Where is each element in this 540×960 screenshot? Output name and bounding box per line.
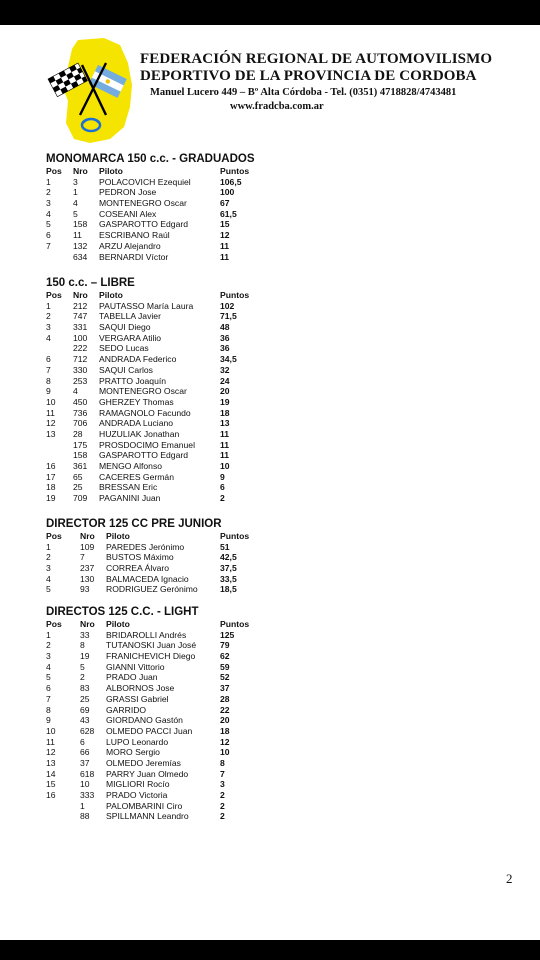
section-directos-light <box>46 605 250 822</box>
table-row <box>46 396 230 408</box>
cell-nro: 2 <box>80 672 85 683</box>
cell-nro: 618 <box>80 768 95 779</box>
cell-pos: 2 <box>46 552 51 563</box>
cell-puntos: 67 <box>220 198 230 209</box>
federation-name: FEDERACIÓN REGIONAL DE AUTOMOVILISMO <box>140 51 493 67</box>
table-row <box>46 198 255 209</box>
cell-nro: 333 <box>80 790 95 800</box>
cell-pos: 10 <box>46 725 56 736</box>
cell-pos: 3 <box>46 198 51 209</box>
cell-piloto: PALOMBARINI Ciro <box>106 800 183 811</box>
table-row <box>46 629 235 641</box>
table-row <box>46 747 230 758</box>
table-row <box>46 651 230 662</box>
document-page <box>0 25 540 940</box>
cell-piloto: BUSTOS Máximo <box>106 552 174 563</box>
cell-nro: 253 <box>73 375 88 386</box>
table-row <box>46 683 230 694</box>
cell-pos: 17 <box>46 471 56 482</box>
cell-puntos: 51 <box>220 541 230 552</box>
col-header-nro: Nro <box>80 531 95 541</box>
table-row <box>46 800 225 812</box>
table-row <box>46 790 225 801</box>
cell-nro: 88 <box>80 811 90 822</box>
cell-piloto: VERGARA Atilio <box>99 332 162 343</box>
cell-pos: 7 <box>46 364 51 375</box>
col-header-puntos: Puntos <box>220 166 250 176</box>
cell-piloto: CACERES Germán <box>99 471 174 482</box>
cell-nro: 4 <box>73 198 78 209</box>
table-row <box>46 209 255 220</box>
cell-puntos: 11 <box>220 251 230 262</box>
cell-pos: 13 <box>46 757 56 768</box>
cell-puntos: 102 <box>220 300 235 311</box>
table-header-row <box>46 531 250 542</box>
cell-nro: 331 <box>73 322 88 333</box>
cell-pos: 11 <box>46 407 55 418</box>
cell-puntos: 13 <box>220 418 230 429</box>
cell-pos: 12 <box>46 747 56 758</box>
col-header-piloto: Piloto <box>106 531 130 541</box>
cell-nro: 736 <box>73 407 88 418</box>
cell-puntos: 20 <box>220 386 230 397</box>
cell-pos: 6 <box>46 683 51 694</box>
cell-pos: 16 <box>46 461 56 471</box>
col-header-pos: Pos <box>46 166 62 176</box>
table-row <box>46 418 230 429</box>
cell-puntos: 20 <box>220 715 230 726</box>
col-header-puntos: Puntos <box>220 290 250 300</box>
col-header-pos: Pos <box>46 531 62 541</box>
section-150-libre <box>46 276 250 504</box>
cell-piloto: OLMEDO PACCI Juan <box>106 725 193 736</box>
section-monomarca-graduados <box>46 152 255 262</box>
cell-piloto: GIANNI Vittorio <box>106 661 165 672</box>
cell-piloto: MIGLIORI Rocío <box>106 779 170 790</box>
cell-puntos: 2 <box>220 800 225 811</box>
cell-pos: 9 <box>46 715 51 726</box>
cell-nro: 158 <box>73 450 88 461</box>
cell-puntos: 33,5 <box>220 573 237 584</box>
cell-piloto: PARRY Juan Olmedo <box>106 768 189 779</box>
page-number: 2 <box>506 871 513 886</box>
section-title: 150 c.c. – LIBRE <box>46 277 135 289</box>
table-row <box>46 757 225 769</box>
table-row <box>46 450 230 461</box>
table-row <box>46 482 225 493</box>
cell-pos: 4 <box>46 332 51 343</box>
cell-piloto: PEDRON Jose <box>99 187 157 198</box>
cell-piloto: LUPO Leonardo <box>106 736 169 747</box>
cell-puntos: 34,5 <box>220 354 237 365</box>
cell-nro: 5 <box>73 208 78 219</box>
col-header-nro: Nro <box>73 166 88 176</box>
table-row <box>46 736 230 748</box>
cell-piloto: ANDRADA Luciano <box>99 418 174 429</box>
cell-piloto: MONTENEGRO Oscar <box>99 198 187 209</box>
cell-puntos: 10 <box>220 747 230 758</box>
federation-subtitle: DEPORTIVO DE LA PROVINCIA DE CORDOBA <box>140 68 477 84</box>
cell-nro: 109 <box>80 541 95 552</box>
table-row <box>46 640 230 651</box>
standings-table <box>46 619 250 822</box>
cell-piloto: SAQUI Carlos <box>99 364 153 375</box>
cell-nro: 212 <box>73 300 88 311</box>
cell-puntos: 18 <box>220 725 230 736</box>
cell-piloto: GIORDANO Gastón <box>106 715 183 726</box>
cell-pos: 7 <box>46 693 51 704</box>
table-row <box>46 322 230 333</box>
cell-puntos: 48 <box>220 322 230 333</box>
table-row <box>46 252 255 263</box>
cell-puntos: 28 <box>220 693 230 704</box>
cell-piloto: TABELLA Javier <box>99 311 161 322</box>
cell-pos: 2 <box>46 311 51 322</box>
table-row <box>46 704 230 716</box>
cell-puntos: 79 <box>220 640 230 651</box>
cell-nro: 8 <box>80 640 85 651</box>
table-row <box>46 584 237 595</box>
cell-nro: 66 <box>80 747 90 758</box>
table-row <box>46 672 230 683</box>
cell-puntos: 9 <box>220 471 225 482</box>
cell-piloto: COSEANI Alex <box>99 208 157 219</box>
cell-nro: 132 <box>73 240 88 251</box>
cell-pos: 1 <box>46 300 51 311</box>
cell-puntos: 71,5 <box>220 311 237 322</box>
table-row <box>46 386 230 397</box>
table-header-row <box>46 619 250 630</box>
cell-piloto: RAMAGNOLO Facundo <box>99 407 191 418</box>
cell-pos: 1 <box>46 629 51 640</box>
cell-puntos: 6 <box>220 482 225 493</box>
cell-pos: 7 <box>46 240 51 251</box>
cell-piloto: SEDO Lucas <box>99 343 149 354</box>
cell-piloto: SPILLMANN Leandro <box>106 811 189 822</box>
cell-piloto: PAREDES Jerónimo <box>106 541 185 552</box>
cell-puntos: 18 <box>220 407 230 418</box>
cell-nro: 634 <box>73 251 88 262</box>
table-row <box>46 552 237 563</box>
table-row <box>46 311 237 322</box>
cell-nro: 28 <box>73 428 83 439</box>
table-row <box>46 779 225 790</box>
cell-puntos: 42,5 <box>220 552 237 563</box>
cell-piloto: GARRIDO <box>106 704 147 715</box>
cell-nro: 706 <box>73 418 88 429</box>
cell-puntos: 37 <box>220 683 230 694</box>
cell-piloto: PRADO Juan <box>106 672 158 683</box>
cell-pos: 6 <box>46 354 51 365</box>
cell-nro: 7 <box>80 552 85 563</box>
cell-nro: 37 <box>80 757 90 768</box>
cell-puntos: 24 <box>220 375 230 386</box>
col-header-piloto: Piloto <box>106 619 130 629</box>
cell-piloto: PAUTASSO María Laura <box>99 300 194 311</box>
cell-puntos: 59 <box>220 661 230 672</box>
table-header-row <box>46 166 255 177</box>
table-header-row <box>46 290 250 301</box>
cell-piloto: ANDRADA Federico <box>99 354 177 365</box>
cell-nro: 93 <box>80 584 90 595</box>
cell-pos: 12 <box>46 418 56 429</box>
cell-piloto: ALBORNOS Jose <box>106 683 175 694</box>
cell-nro: 33 <box>80 629 90 640</box>
cell-nro: 709 <box>73 493 88 504</box>
federation-website[interactable]: www.fradcba.com.ar <box>230 101 324 112</box>
top-black-bar <box>0 0 540 25</box>
cell-nro: 6 <box>80 736 85 747</box>
cell-puntos: 15 <box>220 219 230 230</box>
cell-pos: 6 <box>46 230 51 241</box>
cell-pos: 5 <box>46 584 51 595</box>
cell-puntos: 19 <box>220 396 230 407</box>
cell-nro: 175 <box>73 439 88 450</box>
cell-puntos: 32 <box>220 364 230 375</box>
table-row <box>46 471 225 483</box>
cell-puntos: 11 <box>220 439 230 450</box>
cell-pos: 11 <box>46 736 55 747</box>
cell-nro: 4 <box>73 386 78 397</box>
table-row <box>46 573 237 585</box>
col-header-piloto: Piloto <box>99 290 123 300</box>
table-row <box>46 219 255 230</box>
section-title: DIRECTOR 125 CC PRE JUNIOR <box>46 518 222 530</box>
table-row <box>46 332 230 344</box>
cell-puntos: 10 <box>220 461 230 471</box>
col-header-pos: Pos <box>46 619 62 629</box>
table-row <box>46 493 225 504</box>
cell-pos: 14 <box>46 768 56 779</box>
table-row <box>46 354 237 365</box>
table-row <box>46 661 230 673</box>
cell-puntos: 8 <box>220 757 225 768</box>
cell-puntos: 11 <box>220 450 230 461</box>
cell-piloto: PRATTO Joaquín <box>99 375 167 386</box>
cell-nro: 1 <box>80 800 85 811</box>
table-row <box>46 343 230 354</box>
cell-puntos: 2 <box>220 811 225 822</box>
cell-piloto: MORO Sergio <box>106 747 160 758</box>
cell-piloto: PRADO Victoria <box>106 790 168 800</box>
cell-puntos: 100 <box>220 187 235 198</box>
bottom-black-bar <box>0 940 540 960</box>
col-header-nro: Nro <box>73 290 88 300</box>
cell-nro: 100 <box>73 332 88 343</box>
cell-pos: 4 <box>46 208 51 219</box>
table-row <box>46 768 225 780</box>
cell-nro: 43 <box>80 715 90 726</box>
cell-nro: 747 <box>73 311 88 322</box>
cell-pos: 13 <box>46 428 56 439</box>
cell-piloto: BALMACEDA Ignacio <box>106 573 189 584</box>
cell-puntos: 3 <box>220 779 225 790</box>
cell-pos: 1 <box>46 541 51 552</box>
cell-pos: 5 <box>46 219 51 230</box>
cell-pos: 3 <box>46 563 51 574</box>
cell-piloto: GHERZEY Thomas <box>99 396 174 407</box>
cell-puntos: 12 <box>220 230 230 241</box>
table-row <box>46 811 225 822</box>
cell-piloto: OLMEDO Jeremías <box>106 757 181 768</box>
cell-pos: 9 <box>46 386 51 397</box>
cell-nro: 25 <box>73 482 83 493</box>
cell-piloto: TUTANOSKI Juan José <box>106 640 197 651</box>
cell-nro: 158 <box>73 219 88 230</box>
cell-puntos: 12 <box>220 736 230 747</box>
cell-piloto: GRASSI Gabriel <box>106 693 169 704</box>
cell-pos: 4 <box>46 573 51 584</box>
table-row <box>46 300 235 312</box>
federation-address: Manuel Lucero 449 – Bº Alta Córdoba - Tel. (0351) 4718828/4743481 <box>150 87 457 98</box>
table-row <box>46 230 255 241</box>
cell-pos: 5 <box>46 672 51 683</box>
cell-piloto: ARZU Alejandro <box>99 240 161 251</box>
cell-piloto: RODRIGUEZ Gerónimo <box>106 584 198 595</box>
cell-piloto: CORREA Álvaro <box>106 563 170 574</box>
table-row <box>46 364 230 376</box>
cell-puntos: 61,5 <box>220 208 237 219</box>
table-row <box>46 715 230 726</box>
standings-table <box>46 166 255 262</box>
cell-pos: 19 <box>46 493 56 504</box>
cell-piloto: BRESSAN Eric <box>99 482 158 493</box>
cell-puntos: 2 <box>220 790 225 800</box>
cell-nro: 712 <box>73 354 88 365</box>
cell-pos: 1 <box>46 176 51 187</box>
cell-pos: 16 <box>46 790 56 800</box>
cell-nro: 628 <box>80 725 95 736</box>
cell-nro: 237 <box>80 563 95 574</box>
cell-pos: 2 <box>46 187 51 198</box>
cell-nro: 69 <box>80 704 90 715</box>
cell-pos: 10 <box>46 396 56 407</box>
table-row <box>46 241 255 252</box>
cell-piloto: SAQUI Diego <box>99 322 151 333</box>
col-header-pos: Pos <box>46 290 62 300</box>
cell-nro: 83 <box>80 683 90 694</box>
cell-pos: 3 <box>46 651 51 662</box>
table-row <box>46 541 230 553</box>
cell-piloto: ESCRIBANO Raúl <box>99 230 170 241</box>
cell-nro: 11 <box>73 230 82 241</box>
cell-pos: 18 <box>46 482 56 493</box>
cell-puntos: 18,5 <box>220 584 237 595</box>
cell-nro: 450 <box>73 396 88 407</box>
table-row <box>46 693 230 705</box>
cell-pos: 8 <box>46 704 51 715</box>
cell-puntos: 52 <box>220 672 230 683</box>
cell-nro: 5 <box>80 661 85 672</box>
cell-puntos: 11 <box>220 428 230 439</box>
cell-nro: 3 <box>73 176 78 187</box>
cell-puntos: 36 <box>220 343 230 354</box>
cell-pos: 15 <box>46 779 56 790</box>
col-header-nro: Nro <box>80 619 95 629</box>
section-title: MONOMARCA 150 c.c. - GRADUADOS <box>46 153 255 165</box>
cell-piloto: PAGANINI Juan <box>99 493 161 504</box>
cell-nro: 222 <box>73 343 88 354</box>
table-row <box>46 725 230 737</box>
cell-nro: 361 <box>73 461 88 471</box>
col-header-puntos: Puntos <box>220 619 250 629</box>
cell-nro: 130 <box>80 573 95 584</box>
cell-puntos: 36 <box>220 332 230 343</box>
cell-puntos: 37,5 <box>220 563 237 574</box>
cell-pos: 3 <box>46 322 51 333</box>
table-row <box>46 177 255 188</box>
cell-piloto: PROSDOCIMO Emanuel <box>99 439 195 450</box>
cell-nro: 25 <box>80 693 90 704</box>
cell-nro: 330 <box>73 364 88 375</box>
cell-puntos: 7 <box>220 768 225 779</box>
col-header-puntos: Puntos <box>220 531 250 541</box>
cell-piloto: FRANICHEVICH Diego <box>106 651 196 662</box>
cell-piloto: MENGO Alfonso <box>99 461 163 471</box>
cell-puntos: 125 <box>220 629 235 640</box>
cell-nro: 65 <box>73 471 83 482</box>
col-header-piloto: Piloto <box>99 166 123 176</box>
cell-nro: 1 <box>73 187 78 198</box>
cell-piloto: BRIDAROLLI Andrés <box>106 629 187 640</box>
cell-puntos: 22 <box>220 704 230 715</box>
cell-piloto: GASPAROTTO Edgard <box>99 219 188 230</box>
section-director-pre-junior <box>46 517 250 595</box>
federation-logo <box>46 35 136 147</box>
table-row <box>46 428 230 440</box>
table-row <box>46 187 255 198</box>
table-row <box>46 461 230 472</box>
cell-puntos: 2 <box>220 493 225 504</box>
cell-piloto: GASPAROTTO Edgard <box>99 450 188 461</box>
cell-piloto: POLACOVICH Ezequiel <box>99 176 191 187</box>
cell-pos: 2 <box>46 640 51 651</box>
cell-puntos: 106,5 <box>220 176 242 187</box>
standings-table <box>46 531 250 595</box>
cell-puntos: 62 <box>220 651 230 662</box>
table-row <box>46 407 230 419</box>
cell-pos: 8 <box>46 375 51 386</box>
cell-nro: 10 <box>80 779 90 790</box>
table-row <box>46 375 230 387</box>
cell-nro: 19 <box>80 651 90 662</box>
letterhead <box>140 51 492 114</box>
cell-piloto: BERNARDI Víctor <box>99 251 169 262</box>
standings-table <box>46 290 250 504</box>
table-row <box>46 439 230 451</box>
cell-puntos: 11 <box>220 240 230 251</box>
cell-piloto: MONTENEGRO Oscar <box>99 386 187 397</box>
cell-piloto: HUZULIAK Jonathan <box>99 428 180 439</box>
section-title: DIRECTOS 125 C.C. - LIGHT <box>46 606 199 618</box>
cell-pos: 4 <box>46 661 51 672</box>
table-row <box>46 563 237 574</box>
